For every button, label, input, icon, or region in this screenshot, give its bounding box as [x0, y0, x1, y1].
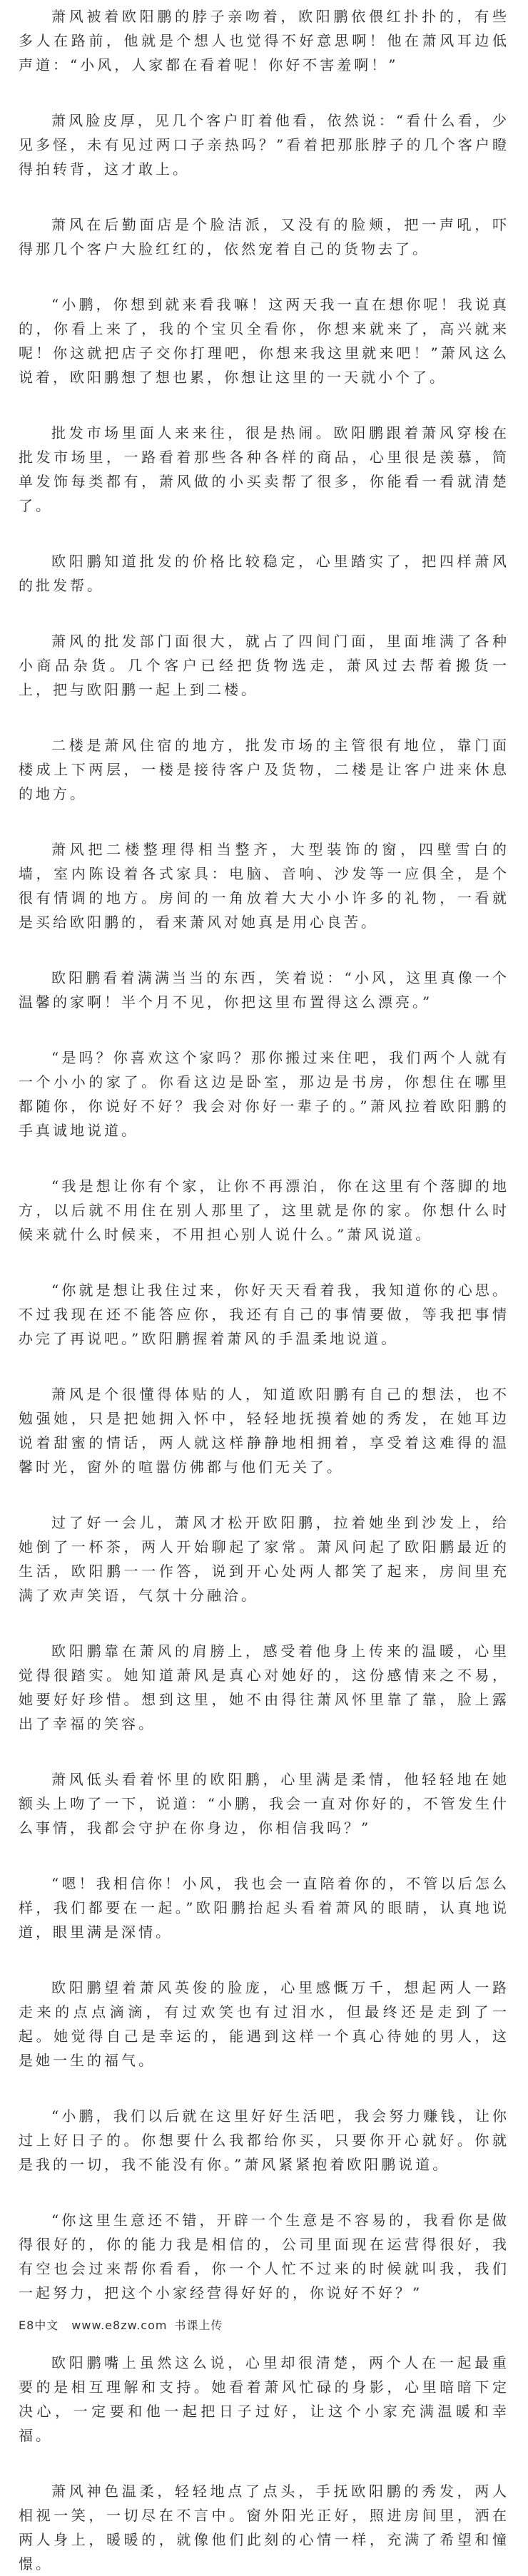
paragraph: 萧风被着欧阳鹏的脖子亲吻着，欧阳鹏依偎红扑扑的，有些多人在路前，他就是个想人也觉得不好意思啊！他在萧风耳边低声道：“小风，人家都在看着呢！你好不害羞啊！” [19, 8, 509, 73]
paragraph: “小鹏，我们以后就在这里好好生活吧，我会努力赚钱，让你过上好日子的。你想要什么我都给你买，只要你开心就好。你就是我的一切，我不能没有你。”萧风紧紧抱着欧阳鹏说道。 [19, 2107, 509, 2173]
paragraph: “你这里生意还不错，开辟一个生意是不容易的，我看你是做得很好的，你的能力我是相信的，公司里面现在运营得很好，我有空也会过来帮你看看，你一个人忙不过来的时候就叫我，我们一起努力，把这个小家经营得好好的，你说好不好？” [19, 2212, 509, 2301]
paragraph: 欧阳鹏看着满满当当的东西，笑着说：“小风，这里真像一个温馨的家啊！半个月不见，你把这里布置得这么漂亮。” [19, 969, 509, 1011]
paragraph: “是吗？你喜欢这个家吗？那你搬过来住吧，我们两个人就有一个小小的家了。你看这边是卧室，那边是书房，你想住在哪里都随你，你说好不好？我会对你好一辈子的。”萧风拉着欧阳鹏的手真诚地说道。 [19, 1049, 509, 1139]
paragraph: 欧阳鹏望着萧风英俊的脸庞，心里感慨万千，想起两人一路走来的点点滴滴，有过欢笑也有过泪水，但最终还是走到了一起。她觉得自己是幸运的，能遇到这样一个真心待她的男人，这是她一生的福气。 [19, 1979, 509, 2069]
upload-note: 书课上传 [174, 2319, 223, 2332]
paragraph: 萧风在后勤面店是个脸洁派，又没有的脸颊，把一声吼，吓得那几个客户大脸红红的，依然宠着自己的货物去了。 [19, 216, 509, 257]
paragraph: “小鹏，你想到就来看我嘛！这两天我一直在想你呢！我说真的，你看上来了，我的个宝贝全看你，你想来就来了，高兴就来呢！你这就把店子交你打理吧，你想来我这里就来吧！”萧风这么说着，欧阳鹏想了想也累，你想让这里的一天就小个了。 [19, 296, 509, 386]
paragraph: 过了好一会儿，萧风才松开欧阳鹏，拉着她坐到沙发上，给她倒了一杯茶，两人开始聊起了家常。萧风问起了欧阳鹏最近的生活，欧阳鹏一一作答，说到开心处两人都笑了起来，房间里充满了欢声笑语，气氛十分融洽。 [19, 1514, 509, 1604]
paragraph: 萧风的批发部门面很大，就占了四间门面，里面堆满了各种小商品杂货。几个客户已经把货物选走，萧风过去帮着搬货一上，把与欧阳鹏一起上到二楼。 [19, 633, 509, 698]
paragraph: 欧阳鹏靠在萧风的肩膀上，感受着他身上传来的温暖，心里觉得很踏实。她知道萧风是真心对她好的，这份感情来之不易，她要好好珍惜。想到这里，她不由得往萧风怀里靠了靠，脸上露出了幸福的笑容。 [19, 1642, 509, 1732]
paragraph: 欧阳鹏嘴上虽然这么说，心里却很清楚，两个人在一起最重要的是相互理解和支持。她看着萧风忙碌的身影，心里暗暗下定决心，一定要和他一起把日子过好，让这个小家充满温暖和幸福。 [19, 2354, 509, 2444]
paragraph: “嗯！我相信你！小风，我也会一直陪着你的，不管以后怎么样，我们都要在一起。”欧阳鹏抬起头看着萧风的眼睛，认真地说道，眼里满是深情。 [19, 1875, 509, 1941]
paragraph: “我是想让你有个家，让你不再漂泊，你在这里有个落脚的地方，以后就不用住在别人那里了，这里就是你的家。你想什么时候来就什么时候来，不用担心别人说什么。”萧风说道。 [19, 1177, 509, 1243]
paragraph: “你就是想让我住过来，你好天天看着我，我知道你的心思。不过我现在还不能答应你，我还有自己的事情要做，等我把事情办完了再说吧。”欧阳鹏握着萧风的手温柔地说道。 [19, 1282, 509, 1347]
paragraph: 萧风脸皮厚，见几个客户盯着他看，依然说：“看什么看，少见多怪，未有见过两口子亲热吗？”看着把那胀脖子的几个客户瞪得拍转背，这才敢上。 [19, 112, 509, 178]
paragraph: 萧风把二楼整理得相当整齐，大型装饰的窗，四壁雪白的墙，室内陈设着各式家具：电脑、音响、沙发等一应俱全，是个很有情调的地方。房间的一角放着大大小小许多的礼物，一看就是买给欧阳鹏的，看来萧风对她真是用心良苦。 [19, 841, 509, 931]
site-footer [19, 2318, 509, 2334]
site-name: E8中文 [19, 2319, 59, 2332]
paragraph: 二楼是萧风住宿的地方，批发市场的主管很有地位，靠门面楼成上下两层，一楼是接待客户及货物，二楼是让客户进来休息的地方。 [19, 737, 509, 802]
paragraph: 萧风低头看着怀里的欧阳鹏，心里满是柔情，他轻轻地在她额头上吻了一下，说道：“小鹏，我会一直对你好的，不管发生什么事情，我都会守护在你身边，你相信我吗？” [19, 1771, 509, 1836]
paragraph: 欧阳鹏知道批发的价格比较稳定，心里踏实了，把四样萧风的批发帮。 [19, 553, 509, 594]
paragraph: 批发市场里面人来来往，很是热闹。欧阳鹏跟着萧风穿梭在批发市场里，一路看着那些各种各样的商品，心里很是羡慕，简单发饰每类都有，萧风做的小买卖帮了很多，你能看一看就清楚了。 [19, 424, 509, 514]
paragraph: 萧风是个很懂得体贴的人，知道欧阳鹏有自己的想法，也不勉强她，只是把她拥入怀中，轻轻地抚摸着她的秀发，在她耳边说着甜蜜的情话，两人就这样静静地相拥着，享受着这难得的温馨时光，窗外的喧嚣仿佛都与他们无关了。 [19, 1386, 509, 1476]
site-url-link[interactable]: www.e8zw.com [71, 2319, 168, 2332]
paragraph: 萧风神色温柔，轻轻地点了点头，手抚欧阳鹏的秀发，两人相视一笑，一切尽在不言中。窗外阳光正好，照进房间里，洒在两人身上，暖暖的，就像他们此刻的心情一样，充满了希望和憧憬。 [19, 2483, 509, 2572]
